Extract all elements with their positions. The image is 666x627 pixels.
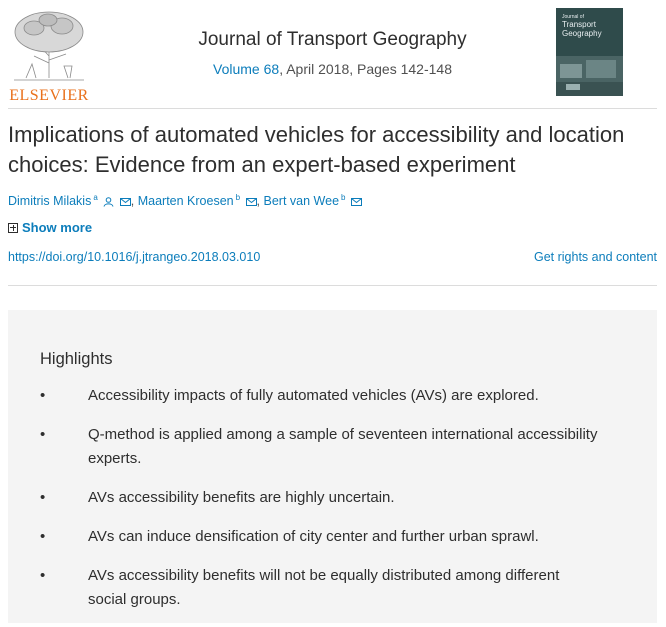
issue-details: , April 2018, Pages 142-148 bbox=[279, 61, 452, 77]
bullet-icon: • bbox=[40, 387, 46, 404]
highlight-item bbox=[40, 525, 600, 549]
person-icon[interactable] bbox=[103, 197, 114, 207]
divider bbox=[8, 285, 657, 286]
email-icon[interactable] bbox=[351, 198, 362, 206]
show-more-button[interactable] bbox=[8, 220, 92, 235]
doi-link[interactable]: https://doi.org/10.1016/j.jtrangeo.2018.03.010 bbox=[8, 250, 261, 264]
article-title: Implications of automated vehicles for accessibility and location choices: Evidence from an expert-based experiment bbox=[8, 122, 625, 177]
cover-title-line2: Geography bbox=[562, 29, 602, 38]
highlight-item bbox=[40, 384, 600, 408]
highlight-item bbox=[40, 486, 600, 510]
volume-link[interactable]: Volume 68 bbox=[213, 61, 280, 77]
author-link[interactable]: Bert van Wee bbox=[263, 194, 340, 209]
journal-cover-image[interactable] bbox=[556, 8, 623, 96]
elsevier-logo[interactable] bbox=[8, 8, 90, 104]
highlight-item bbox=[40, 423, 600, 471]
email-icon[interactable] bbox=[120, 198, 131, 206]
journal-title[interactable]: Journal of Transport Geography bbox=[198, 29, 467, 50]
affiliation-marker[interactable]: b bbox=[235, 193, 241, 202]
cover-photo bbox=[556, 56, 623, 96]
bullet-icon: • bbox=[40, 528, 46, 545]
author-separator: , bbox=[130, 194, 135, 209]
email-icon[interactable] bbox=[246, 198, 257, 206]
bullet-icon: • bbox=[40, 489, 46, 506]
cover-title-line1: Transport bbox=[562, 20, 596, 29]
author-link[interactable]: Dimitris Milakis bbox=[8, 194, 92, 209]
affiliation-marker[interactable]: b bbox=[341, 193, 346, 202]
show-more-label: Show more bbox=[22, 220, 93, 235]
highlights-title: Highlights bbox=[40, 350, 113, 368]
author-list bbox=[8, 193, 362, 208]
rights-link[interactable]: Get rights and content bbox=[534, 250, 657, 264]
highlights-list bbox=[40, 384, 600, 627]
author-separator: , bbox=[256, 194, 261, 209]
author-link[interactable]: Maarten Kroesen bbox=[137, 194, 234, 209]
highlight-item bbox=[40, 564, 600, 612]
publication-header bbox=[8, 0, 657, 109]
highlight-text: Accessibility impacts of fully automated vehicles (AVs) are explored. bbox=[88, 387, 539, 404]
cover-small-label: Journal of bbox=[562, 14, 584, 20]
elsevier-wordmark: ELSEVIER bbox=[9, 87, 89, 104]
highlights-panel bbox=[8, 310, 657, 623]
plus-icon bbox=[8, 223, 18, 233]
highlight-text: AVs accessibility benefits are highly uncertain. bbox=[88, 489, 395, 506]
bullet-icon: • bbox=[40, 567, 46, 584]
cover-text bbox=[562, 14, 602, 38]
highlight-text: AVs can induce densification of city center and further urban sprawl. bbox=[88, 528, 539, 545]
highlight-text: Q-method is applied among a sample of seventeen international accessibility experts. bbox=[88, 426, 598, 467]
bullet-icon: • bbox=[40, 426, 46, 443]
affiliation-marker[interactable]: a bbox=[93, 193, 98, 202]
highlight-text: AVs accessibility benefits will not be equally distributed among different social groups. bbox=[88, 567, 560, 608]
